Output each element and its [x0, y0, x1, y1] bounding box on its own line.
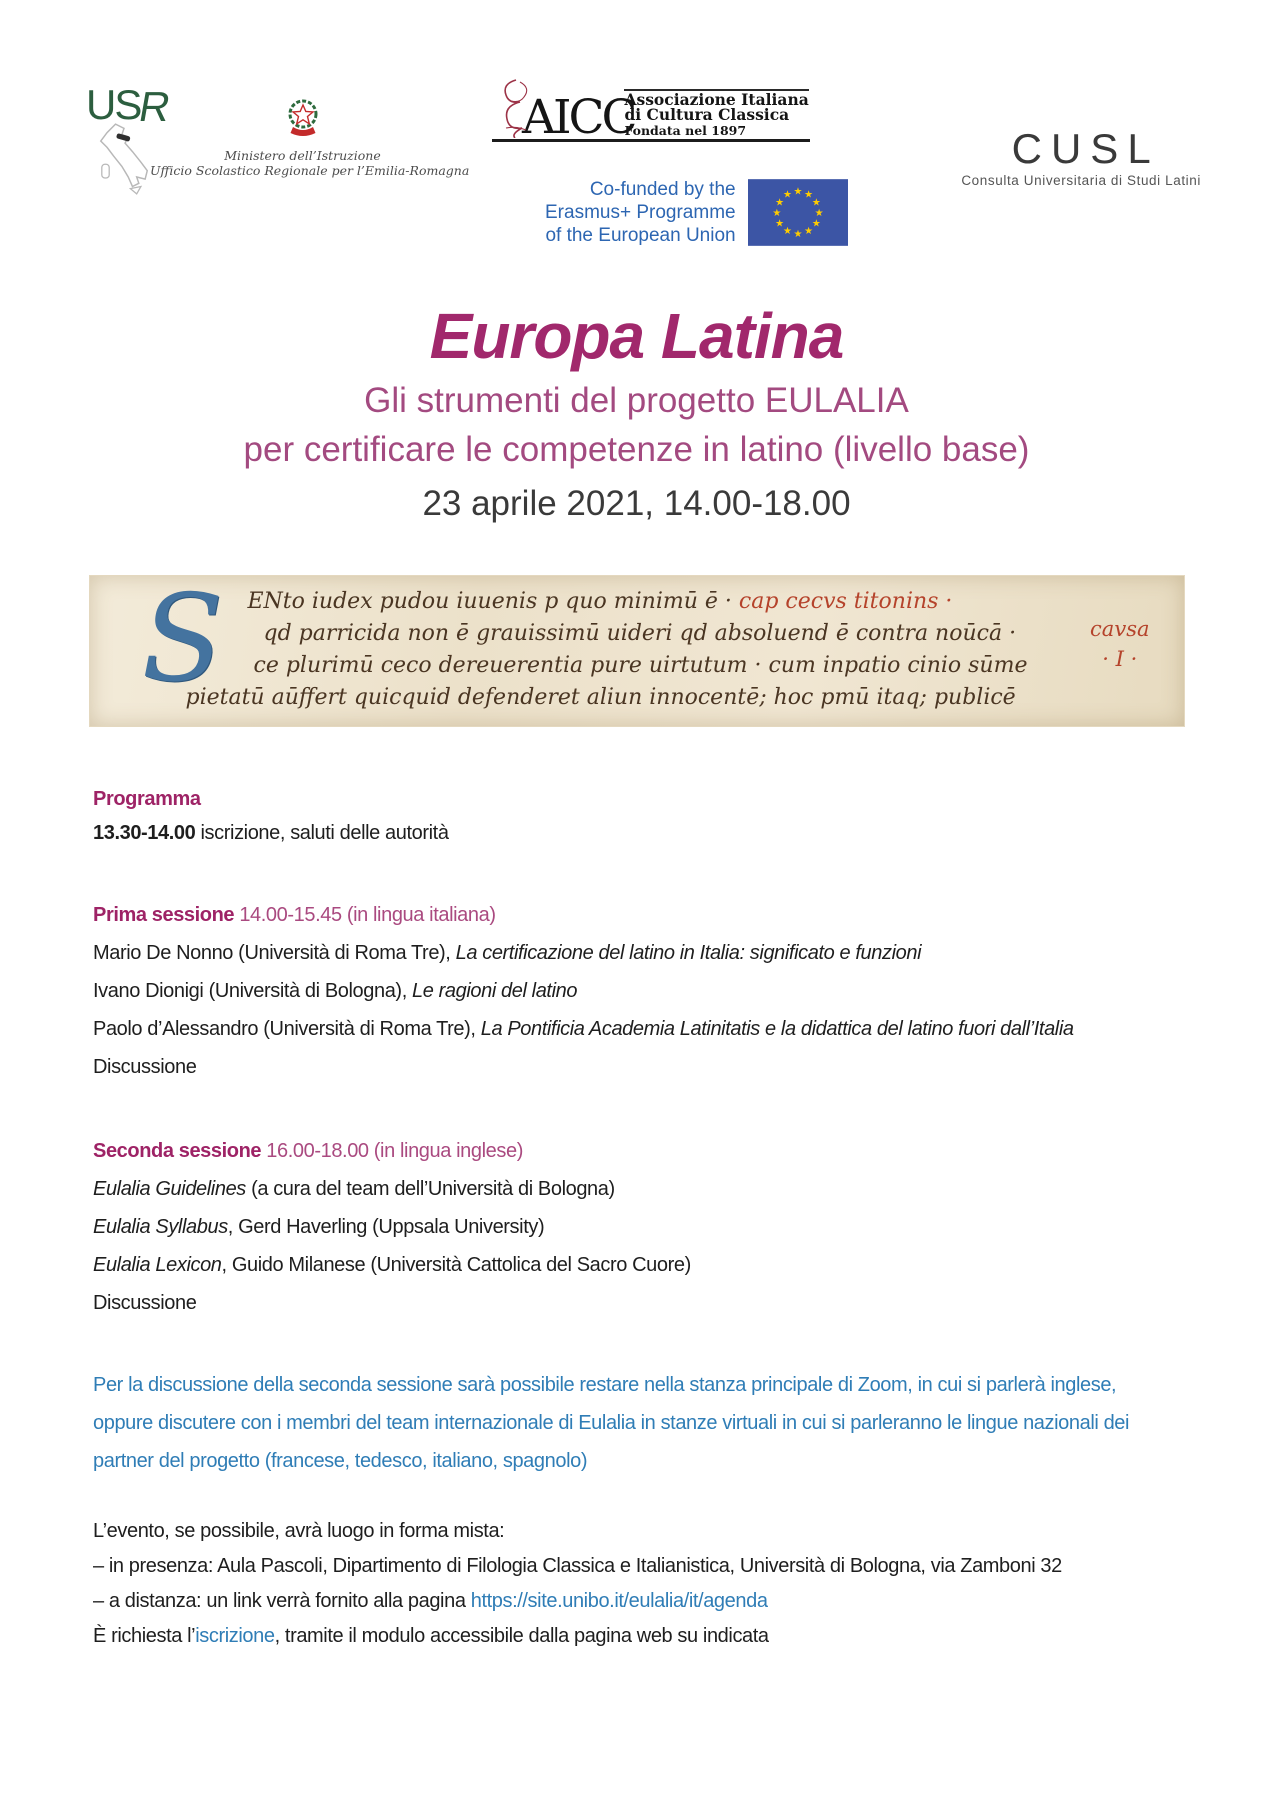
subtitle-line2: per certificare le competenze in latino (livello base)	[243, 429, 1030, 469]
talk-title: Eulalia Lexicon	[93, 1253, 222, 1276]
session-seconda-time: 16.00-18.00 (in lingua inglese)	[261, 1139, 523, 1162]
aicc-ornament-icon	[492, 76, 536, 138]
session-prima-heading	[93, 896, 1180, 934]
zoom-discussion-note: Per la discussione della seconda sessione sarà possibile restare nella stanza principale di Zoom, in cui si parlerà inglese, oppure discutere con i membri del team internazionale di Eulalia in stanze virtuali in cui si parleranno le lingue nazionali dei partner del progetto (francese, tedesco, italiano, spagnolo)	[93, 1373, 1130, 1472]
usr-us: US	[86, 81, 141, 128]
notes-line2: – in presenza: Aula Pascoli, Dipartimento di Filologia Classica e Italianistica, Università di Bologna, via Zamboni 32	[93, 1554, 1062, 1577]
svg-text:★: ★	[803, 189, 813, 201]
svg-text:★: ★	[782, 226, 792, 238]
notes-line3-text: – a distanza: un link verrà fornito alla pagina	[93, 1589, 471, 1612]
usr-r: R	[135, 83, 173, 130]
talk-title: Eulalia Guidelines	[93, 1177, 246, 1200]
talk-title: La certificazione del latino in Italia: significato e funzioni	[455, 941, 922, 964]
session-seconda	[93, 1132, 1180, 1322]
manuscript-margin-word: cavsa	[1090, 616, 1150, 641]
italy-emblem-icon	[283, 96, 323, 140]
cusl-subtitle: Consulta Universitaria di Studi Latini	[961, 173, 1201, 188]
programma-section	[93, 782, 1180, 850]
speaker: Ivano Dionigi (Università di Bologna),	[93, 979, 413, 1002]
program-content	[93, 782, 1180, 1654]
cusl-acronym: CUSL	[1011, 125, 1160, 172]
session-line	[93, 1048, 1180, 1086]
notes-line1: L’evento, se possibile, avrà luogo in forma mista:	[93, 1519, 505, 1542]
eu-line1: Co-funded by the	[589, 179, 736, 200]
programma-heading: Programma	[93, 787, 201, 810]
svg-text:★: ★	[803, 226, 813, 238]
session-line	[93, 1170, 1180, 1208]
svg-text:★: ★	[811, 197, 821, 209]
svg-text:★: ★	[814, 207, 824, 219]
cusl-logo	[961, 125, 1201, 188]
aicc-org-line2: di Cultura Classica	[624, 105, 790, 124]
discussion-label: Discussione	[93, 1291, 197, 1314]
session-seconda-heading	[93, 1132, 1180, 1170]
programma-intro-time: 13.30-14.00	[93, 821, 196, 844]
italy-map-icon	[92, 122, 156, 196]
manuscript-image	[90, 576, 1184, 726]
eu-line2: Erasmus+ Programme	[545, 202, 736, 223]
aicc-founded: Fondata nel 1897	[624, 123, 747, 138]
svg-text:★: ★	[774, 197, 784, 209]
notes-line4-post: , tramite il modulo accessibile dalla pagina web su indicata	[274, 1624, 769, 1647]
speaker: Mario De Nonno (Università di Roma Tre),	[93, 941, 456, 964]
speaker: (a cura del team dell’Università di Bologna)	[245, 1177, 615, 1200]
title-block	[0, 300, 1273, 524]
session-line	[93, 1010, 1180, 1048]
notes-line4-pre: È richiesta l’	[93, 1624, 196, 1647]
aicc-acronym: AICC	[522, 90, 635, 146]
svg-text:★: ★	[793, 228, 803, 240]
svg-text:★: ★	[774, 218, 784, 230]
talk-title: La Pontificia Academia Latinitatis e la didattica del latino fuori dall’Italia	[480, 1017, 1074, 1040]
aicc-org-line1: Associazione Italiana	[624, 90, 809, 109]
page-title: Europa Latina	[429, 300, 844, 372]
manuscript-line4: pietatū aūffert quicquid defenderet aliun innocentē; hoc pmū itaq; publicē	[185, 684, 1016, 710]
ministry-name	[150, 148, 470, 178]
svg-text:★: ★	[771, 207, 781, 219]
session-line	[93, 1284, 1180, 1322]
manuscript-line1	[248, 586, 1014, 618]
talk-title: Le ragioni del latino	[412, 979, 578, 1002]
session-line	[93, 1208, 1180, 1246]
speaker: , Guido Milanese (Università Cattolica del Sacro Cuore)	[221, 1253, 691, 1276]
session-prima	[93, 896, 1180, 1086]
eu-cofunded-text	[545, 178, 736, 247]
header-logos	[0, 0, 1273, 282]
session-line	[93, 934, 1180, 972]
session-prima-time: 14.00-15.45 (in lingua italiana)	[234, 903, 496, 926]
ministry-line2: Ufficio Scolastico Regionale per l’Emilia-Romagna	[150, 163, 470, 178]
notes-line3	[93, 1584, 1180, 1619]
ministry-logo	[150, 96, 470, 178]
programma-intro	[93, 816, 1180, 850]
manuscript-initial: S	[141, 575, 224, 709]
session-prima-name: Prima sessione	[93, 903, 235, 926]
aicc-logo	[492, 76, 810, 146]
eu-flag-icon	[748, 179, 848, 246]
programma-intro-text: iscrizione, saluti delle autorità	[195, 821, 449, 844]
manuscript-line1-ink: ENto iudex pudou iuuenis p quo minimū ē ·	[247, 588, 739, 614]
speaker: Paolo d’Alessandro (Università di Roma Tre),	[93, 1017, 481, 1040]
subtitle-line1: Gli strumenti del progetto EULALIA	[364, 380, 909, 420]
event-notes	[93, 1514, 1180, 1654]
speaker: , Gerd Haverling (Uppsala University)	[227, 1215, 545, 1238]
manuscript-text	[185, 586, 1028, 714]
talk-title: Eulalia Syllabus	[93, 1215, 228, 1238]
manuscript-line3: ce plurimū ceco dereuerentia pure uirtutum · cum inpatio cinio sūme	[253, 652, 1028, 678]
session-line	[93, 1246, 1180, 1284]
ministry-line1: Ministero dell’Istruzione	[224, 148, 381, 163]
event-date: 23 aprile 2021, 14.00-18.00	[422, 483, 851, 523]
manuscript-margin-mark: · I ·	[1102, 646, 1138, 671]
svg-text:★: ★	[782, 189, 792, 201]
eu-line3: of the European Union	[545, 225, 736, 246]
svg-text:★: ★	[811, 218, 821, 230]
notes-line4	[93, 1619, 1180, 1654]
manuscript-line1-rubric: cap cecvs titonins ·	[738, 588, 953, 614]
manuscript-margin-rubric	[1090, 614, 1149, 674]
session-line	[93, 972, 1180, 1010]
svg-text:★: ★	[793, 186, 803, 198]
agenda-link[interactable]: https://site.unibo.it/eulalia/it/agenda	[470, 1589, 768, 1612]
discussion-label: Discussione	[93, 1055, 197, 1078]
session-seconda-name: Seconda sessione	[93, 1139, 262, 1162]
eu-cofunded-logo	[545, 178, 848, 247]
iscrizione-link[interactable]: iscrizione	[195, 1624, 275, 1647]
manuscript-line2: qd parricida non ē grauissimū uideri qd absoluend ē contra noūcā ·	[263, 620, 1017, 646]
